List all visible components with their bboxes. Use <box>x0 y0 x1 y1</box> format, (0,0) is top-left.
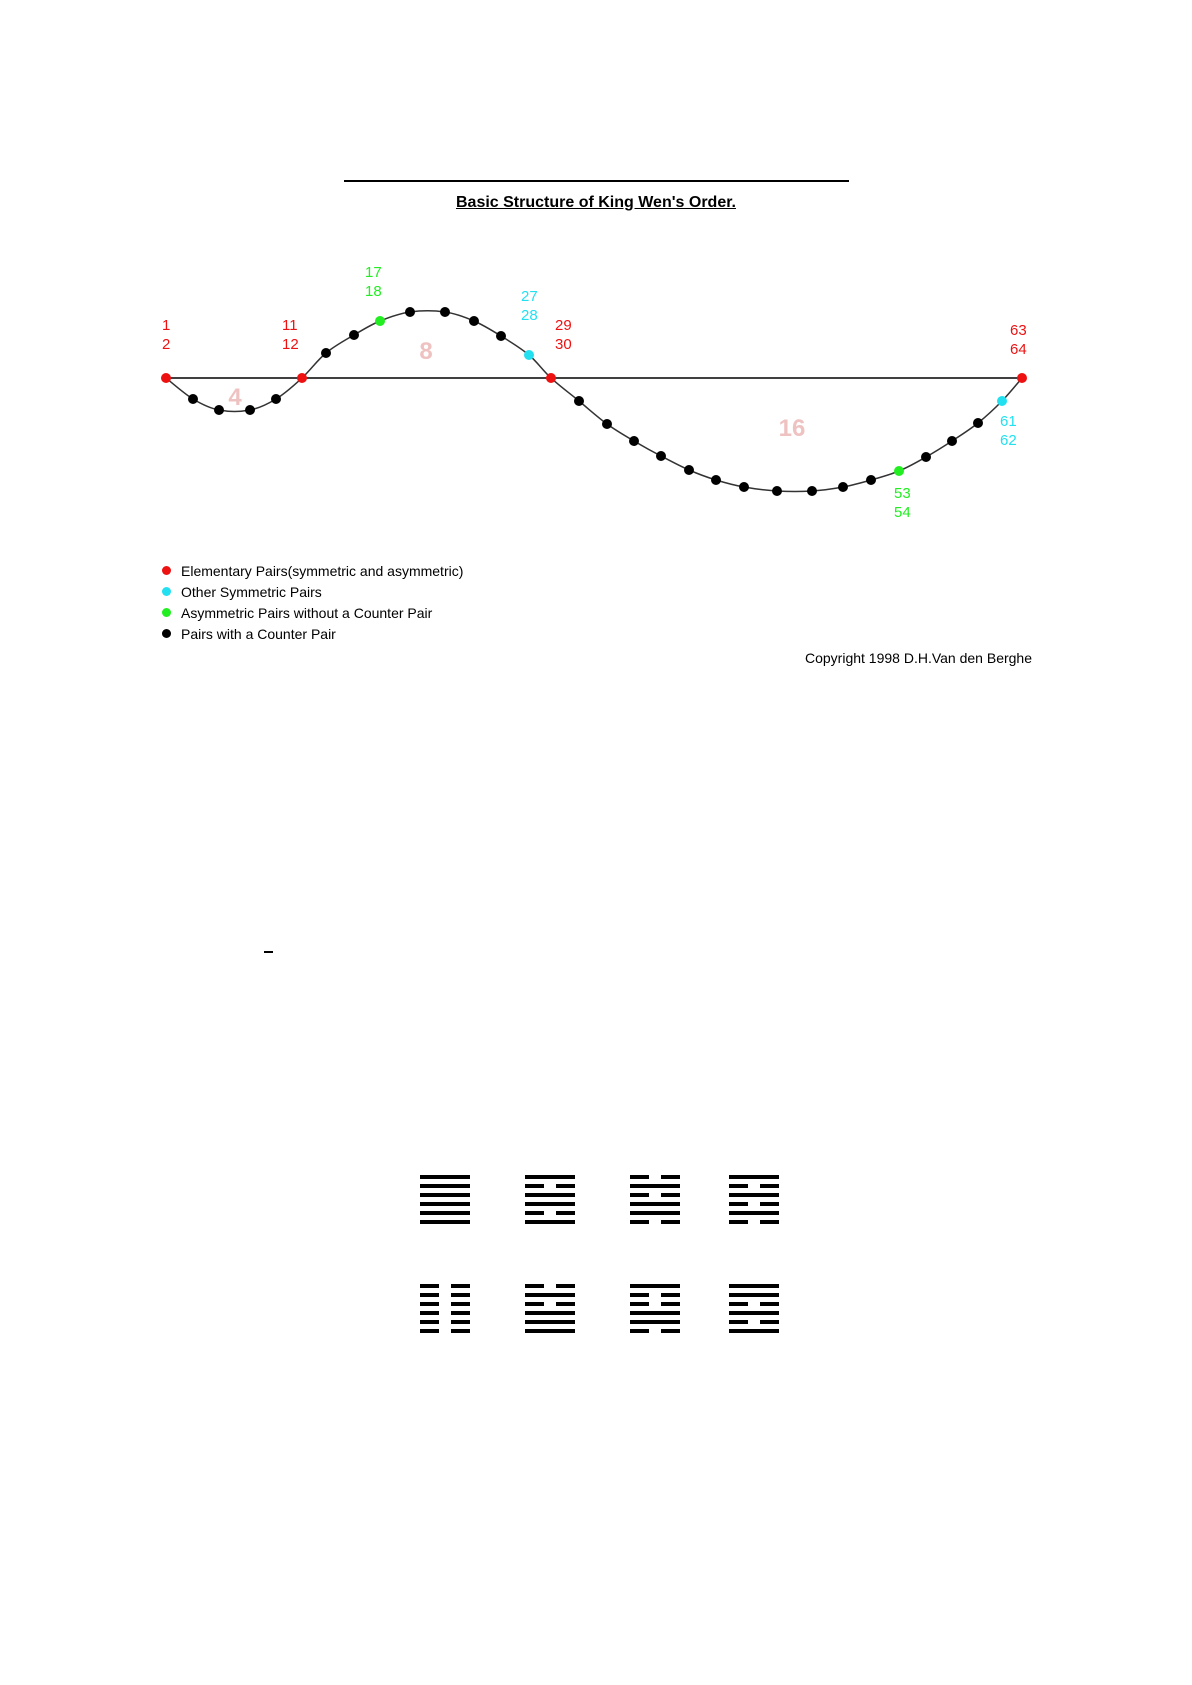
legend-label: Pairs with a Counter Pair <box>181 625 336 642</box>
diagram-title: Basic Structure of King Wen's Order. <box>455 194 736 211</box>
pair-label-bottom: 2 <box>162 336 171 353</box>
pair-label-bottom: 18 <box>365 283 382 300</box>
yin-line-segment <box>760 1202 779 1206</box>
yin-line-segment <box>760 1302 779 1306</box>
yang-line <box>525 1311 575 1315</box>
yin-line-segment <box>661 1302 680 1306</box>
yang-line <box>420 1175 470 1179</box>
yin-line-segment <box>630 1302 649 1306</box>
yin-line-segment <box>420 1293 439 1297</box>
yang-line <box>630 1211 680 1215</box>
yin-line-segment <box>420 1302 439 1306</box>
yin-line-segment <box>729 1302 748 1306</box>
yang-line <box>420 1220 470 1224</box>
yin-line-segment <box>556 1302 575 1306</box>
pair-label-bottom: 54 <box>894 504 911 521</box>
yin-line-segment <box>420 1284 439 1288</box>
yin-line-segment <box>420 1329 439 1333</box>
yin-line-segment <box>760 1320 779 1324</box>
yang-line <box>420 1211 470 1215</box>
yang-line <box>630 1184 680 1188</box>
pair-label-top: 17 <box>365 264 382 281</box>
hexagram-icon <box>525 1284 575 1333</box>
yin-line-segment <box>729 1184 748 1188</box>
legend-label: Asymmetric Pairs without a Counter Pair <box>181 604 433 621</box>
legend-label: Other Symmetric Pairs <box>181 583 322 600</box>
yin-line-segment <box>729 1320 748 1324</box>
yin-line-segment <box>556 1184 575 1188</box>
yin-line-segment <box>661 1220 680 1224</box>
pair-label-top: 29 <box>555 317 572 334</box>
pair-label-bottom: 62 <box>1000 432 1017 449</box>
yin-line-segment <box>630 1329 649 1333</box>
yang-line <box>420 1184 470 1188</box>
yin-line-segment <box>729 1220 748 1224</box>
yang-line <box>630 1202 680 1206</box>
yang-line <box>630 1320 680 1324</box>
legend-label: Elementary Pairs(symmetric and asymmetric) <box>181 562 464 579</box>
yin-line-segment <box>451 1311 470 1315</box>
pair-label-bottom: 64 <box>1010 341 1027 358</box>
yin-line-segment <box>525 1284 544 1288</box>
yang-line <box>525 1220 575 1224</box>
yang-line <box>729 1175 779 1179</box>
yang-line <box>525 1293 575 1297</box>
yang-line <box>729 1311 779 1315</box>
copyright-notice: Copyright 1998 D.H.Van den Berghe <box>805 650 1032 666</box>
yang-line <box>525 1329 575 1333</box>
yang-line <box>420 1202 470 1206</box>
hexagram-icon <box>729 1284 779 1333</box>
yang-line <box>525 1175 575 1179</box>
yin-line-segment <box>760 1184 779 1188</box>
yang-line <box>630 1311 680 1315</box>
section-number: 16 <box>778 415 806 442</box>
hexagram-icon <box>729 1175 779 1224</box>
yin-line-segment <box>556 1284 575 1288</box>
hexagram-icon <box>630 1284 680 1333</box>
yang-line <box>525 1320 575 1324</box>
yin-line-segment <box>420 1320 439 1324</box>
yin-line-segment <box>760 1220 779 1224</box>
yin-line-segment <box>661 1193 680 1197</box>
pair-label-top: 53 <box>894 485 911 502</box>
yin-line-segment <box>630 1193 649 1197</box>
yin-line-segment <box>729 1202 748 1206</box>
yang-line <box>729 1284 779 1288</box>
yin-line-segment <box>661 1329 680 1333</box>
yin-line-segment <box>451 1329 470 1333</box>
hexagram-icon <box>630 1175 680 1224</box>
yin-line-segment <box>525 1302 544 1306</box>
pair-label-top: 11 <box>282 317 298 334</box>
pair-label-top: 63 <box>1010 322 1027 339</box>
yin-line-segment <box>451 1302 470 1306</box>
pair-label-bottom: 28 <box>521 307 538 324</box>
yin-line-segment <box>630 1175 649 1179</box>
yin-line-segment <box>451 1284 470 1288</box>
pair-label-top: 61 <box>1000 413 1017 430</box>
pair-label-top: 1 <box>162 317 171 334</box>
yang-line <box>630 1284 680 1288</box>
section-number: 4 <box>228 384 242 411</box>
yin-line-segment <box>525 1211 544 1215</box>
yin-line-segment <box>630 1293 649 1297</box>
yin-line-segment <box>661 1175 680 1179</box>
yang-line <box>525 1202 575 1206</box>
yin-line-segment <box>630 1220 649 1224</box>
yang-line <box>729 1329 779 1333</box>
yang-line <box>420 1193 470 1197</box>
yang-line <box>729 1193 779 1197</box>
yin-line-segment <box>661 1293 680 1297</box>
pair-label-bottom: 30 <box>555 336 572 353</box>
yang-line <box>729 1211 779 1215</box>
pair-label-bottom: 12 <box>282 336 299 353</box>
hexagram-icon <box>420 1284 470 1333</box>
hexagram-icon <box>420 1175 470 1224</box>
yin-line-segment <box>525 1184 544 1188</box>
yang-line <box>729 1293 779 1297</box>
yin-line-segment <box>420 1311 439 1315</box>
yin-line-segment <box>556 1211 575 1215</box>
section-number: 8 <box>419 338 433 365</box>
yang-line <box>525 1193 575 1197</box>
pair-label-top: 27 <box>521 288 538 305</box>
yin-line-segment <box>451 1293 470 1297</box>
yin-line-segment <box>451 1320 470 1324</box>
hexagram-icon <box>525 1175 575 1224</box>
